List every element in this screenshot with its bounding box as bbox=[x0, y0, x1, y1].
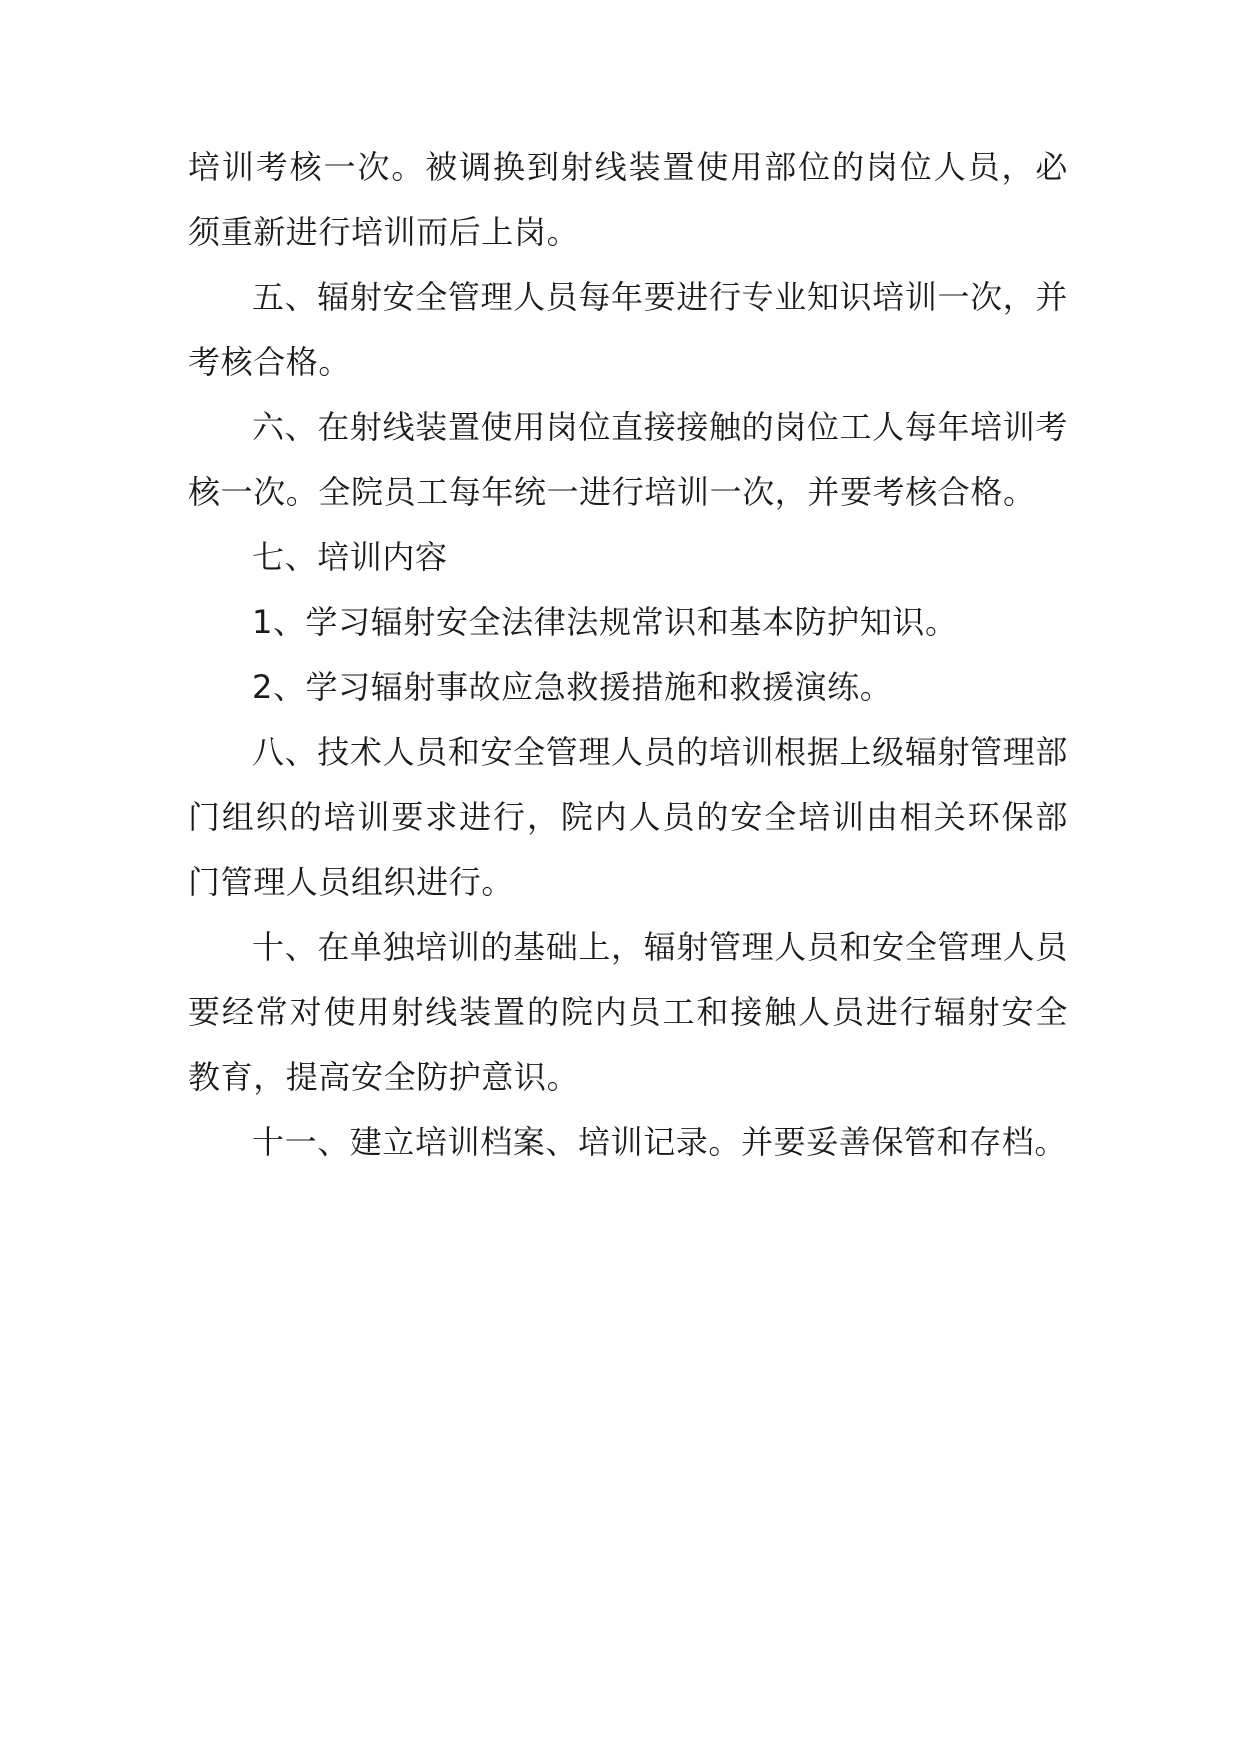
paragraph-subitem-2: 2、学习辐射事故应急救援措施和救援演练。 bbox=[252, 668, 893, 706]
paragraph-item-5: 五、辐射安全管理人员每年要进行专业知识培训一次，并考核合格。 bbox=[188, 278, 1068, 381]
paragraph-item-7-heading: 七、培训内容 bbox=[252, 538, 448, 576]
paragraph-item-6: 六、在射线装置使用岗位直接接触的岗位工人每年培训考核一次。全院员工每年统一进行培训一次，并要考核合格。 bbox=[188, 408, 1068, 511]
paragraph-item-8: 八、技术人员和安全管理人员的培训根据上级辐射管理部门组织的培训要求进行，院内人员的安全培训由相关环保部门管理人员组织进行。 bbox=[188, 733, 1068, 901]
paragraph-item-10: 十、在单独培训的基础上，辐射管理人员和安全管理人员要经常对使用射线装置的院内员工和接触人员进行辐射安全教育，提高安全防护意识。 bbox=[188, 928, 1068, 1096]
paragraph-subitem-1: 1、学习辐射安全法律法规常识和基本防护知识。 bbox=[252, 603, 958, 641]
document-body bbox=[188, 135, 1068, 1175]
paragraph-continuation: 培训考核一次。被调换到射线装置使用部位的岗位人员，必须重新进行培训而后上岗。 bbox=[188, 148, 1068, 251]
paragraph-item-11: 十一、建立培训档案、培训记录。并要妥善保管和存档。 bbox=[252, 1123, 1068, 1161]
